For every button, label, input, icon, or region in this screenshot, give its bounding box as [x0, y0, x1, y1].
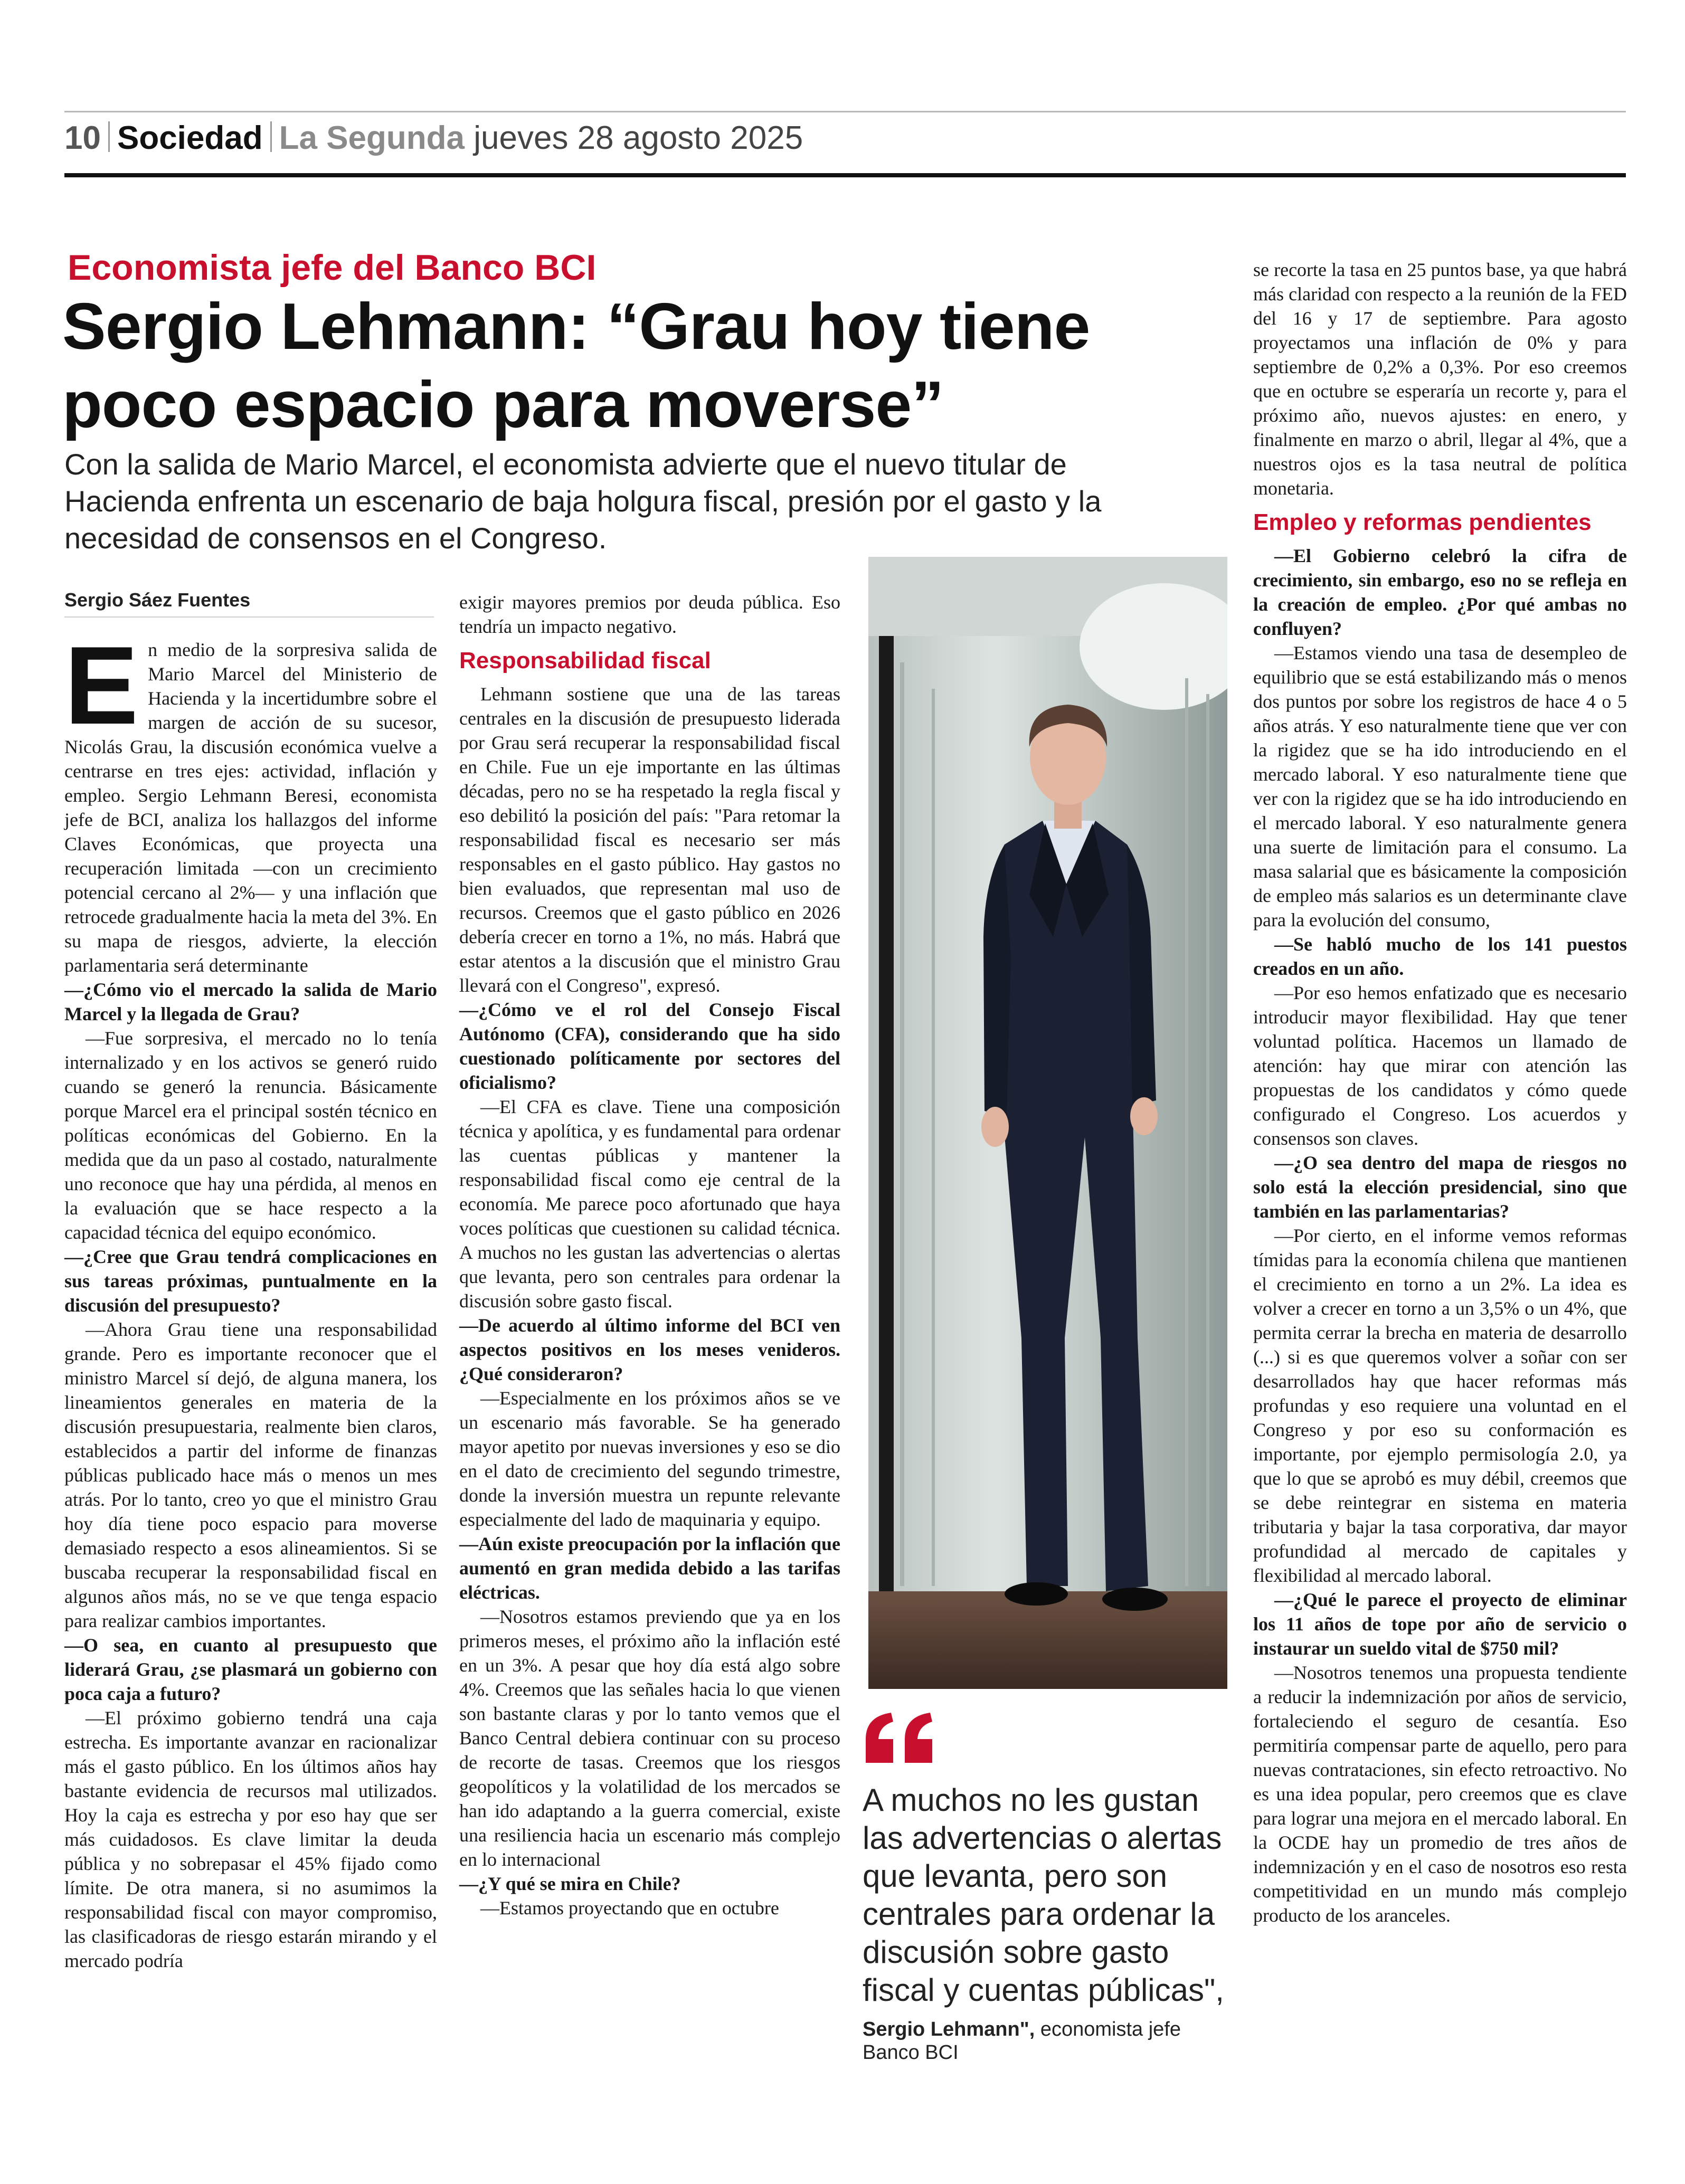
lead-paragraph [64, 623, 437, 977]
article-column-2 [459, 590, 840, 1920]
publication-name: La Segunda [279, 120, 465, 156]
page-header [64, 117, 803, 159]
article-dek: Con la salida de Mario Marcel, el economista advierte que el nuevo titular de Hacienda enfrenta un escenario de baja holgura fiscal, presión por el gasto y la necesidad de consensos en el Congreso. [64, 448, 1102, 555]
continued-paragraph: se recorte la tasa en 25 puntos base, ya que habrá más claridad con respecto a la reunión de la FED del 16 y 17 de septiembre. Para agosto proyectamos una inflación de 0% y para septiembre de 0,2% a 0,3%. Por eso creemos que en octubre se esperaría un recorte y, para el próximo año, nuevos ajustes: en enero, y finalmente en marzo o abril, llegar al 4%, que a nuestros ojos es la tasa neutral de política monetaria. [1253, 259, 1627, 499]
interview-answer: —Ahora Grau tiene una responsabilidad grande. Pero es importante reconocer que el ministro Marcel sí dejó, de alguna manera, los lineamientos generales en materia de la discusión presupuestaria, realmente bien claros, establecidos a partir del informe de finanzas públicas publicado hace más o menos un mes atrás. Por lo tanto, creo yo que el ministro Grau hoy día tiene poco espacio para moverse demasiado respecto a esos alineamientos. Si se buscaba recuperar la responsabilidad fiscal en algunos años más, no se ve que tenga espacio para realizar cambios importantes. [64, 1319, 437, 1631]
article-column-1 [64, 623, 437, 1973]
interview-question: —O sea, en cuanto al presupuesto que liderará Grau, ¿se plasmará un gobierno con poca caja a futuro? [64, 1635, 437, 1704]
interview-answer: —Por cierto, en el informe vemos reformas tímidas para la economía chilena que mantienen el crecimiento en torno a un 2%. La idea es volver a crecer en torno a un 3,5% o un 4%, que permita cerrar la brecha en materia de desarrollo (...) si es que queremos volver a soñar con ser desarrollados hay que hacer reformas más profundas y eso requiere una voluntad en el Congreso y por eso su conformación es importante, por ejemplo permisología 2.0, ya que lo que se aprobó es muy débil, creemos que se debe reintegrar en sistema en materia tributaria y bajar la tasa corporativa, dar mayor profundidad al mercado de capitales y flexibilidad al mercado laboral. [1253, 1225, 1627, 1586]
article-headline: Sergio Lehmann: “Grau hoy tiene poco espacio para moverse” [62, 290, 1090, 441]
portrait-photo [868, 557, 1227, 1689]
interview-answer: —Por eso hemos enfatizado que es necesario introducir mayor flexibilidad. Hay que tener voluntad política. Hacemos un llamado de atención: hay que mirar con atención las propuestas de los candidatos y cómo quede configurado el Congreso. Los acuerdos y consensos son claves. [1253, 982, 1627, 1149]
interview-question: —¿Cómo vio el mercado la salida de Mario Marcel y la llegada de Grau? [64, 979, 437, 1024]
interview-question: —¿Cree que Grau tendrá complicaciones en sus tareas próximas, puntualmente en la discusión del presupuesto? [64, 1246, 437, 1316]
interview-question: —Se habló mucho de los 141 puestos creados en un año. [1253, 934, 1627, 979]
interview-answer: —Nosotros estamos previendo que ya en los primeros meses, el próximo año la inflación esté en un 3%. A pesar que hoy día está algo sobre 4%. Creemos que las señales hacia lo que vienen son bastante claras y por lo tanto vemos que el Banco Central debiera continuar con su proceso de recorte de tasas. Creemos que los riesgos geopolíticos y la volatilidad de los mercados se han ido adaptando a la guerra comercial, existe una resiliencia hacia un escenario más complejo en lo internacional [459, 1606, 840, 1870]
interview-question: —¿Y qué se mira en Chile? [459, 1873, 681, 1894]
interview-question: —El Gobierno celebró la cifra de crecimiento, sin embargo, eso no se refleja en la creación de empleo. ¿Por qué ambas no confluyen? [1253, 545, 1627, 639]
pull-quote-name: Sergio Lehmann", [863, 2018, 1035, 2040]
interview-answer: —Fue sorpresiva, el mercado no lo tenía internalizado y en los activos se generó ruido cuando se generó la renuncia. Básicamente porque Marcel era el principal sostén técnico en políticas económicas del Gobierno. En la medida que da un paso al costado, naturalmente uno reconoce que hay una pérdida, al menos en la evaluación que se hace respecto a la capacidad técnica del equipo económico. [64, 1028, 437, 1243]
interview-question: —De acuerdo al último informe del BCI ven aspectos positivos en los meses venideros. ¿Qué consideraron? [459, 1315, 840, 1384]
section-name: Sociedad [117, 120, 263, 156]
pull-quote-attribution [863, 2018, 1232, 2064]
interview-answer: —El CFA es clave. Tiene una composición técnica y apolítica, y es fundamental para ordenar las cuentas públicas y mantener la responsabilidad fiscal como eje central de la economía. Me parece poco afortunado que haya voces políticas que cuestionen su calidad técnica. A muchos no les gustan las advertencias o alertas que levanta, pero son centrales para ordenar la discusión sobre gasto fiscal. [459, 1096, 840, 1312]
interview-question: —¿Cómo ve el rol del Consejo Fiscal Autónomo (CFA), considerando que ha sido cuestionado políticamente por sectores del oficialismo? [459, 999, 840, 1093]
header-divider [108, 121, 110, 152]
header-top-rule [64, 111, 1626, 112]
interview-question: —Aún existe preocupación por la inflación que aumentó en gran medida debido a las tarifas eléctricas. [459, 1533, 840, 1603]
publication-date: jueves 28 agosto 2025 [474, 120, 803, 156]
interview-answer: —Nosotros tenemos una propuesta tendiente a reducir la indemnización por años de servicio, fortaleciendo el seguro de cesantía. Eso permitiría compensar parte de aquello, pero para nuevas contrataciones, sin efecto retroactivo. No es una idea popular, pero creemos que es clave para lograr una mejora en el mercado laboral. En la OCDE hay un promedio de tres años de indemnización y en el caso de nosotros eso resta competitividad en un mundo más complejo producto de los aranceles. [1253, 1662, 1627, 1926]
header-bottom-rule [64, 173, 1626, 177]
article-column-4 [1253, 258, 1627, 1927]
pull-quote-role: economista jefe Banco BCI [863, 2018, 1181, 2064]
interview-answer: —Estamos proyectando que en octubre [480, 1897, 779, 1919]
pull-quote-text: A muchos no les gustan las advertencias o alertas que levanta, pero son centrales para ordenar la discusión sobre gasto fiscal y cuentas públicas", [863, 1782, 1224, 2008]
interview-answer: —Estamos viendo una tasa de desempleo de equilibrio que se está estabilizando más o menos dos puntos por sobre los registros de hace 4 o 5 años atrás. Y eso naturalmente tiene que ver con la rigidez que se ha ido introduciendo en el mercado laboral. Y eso naturalmente tiene que ver con la rigidez que se ha ido introduciendo en el mercado laboral. Y eso naturalmente genera una suerte de limitación para el consumo. La masa salarial que es básicamente la composición de empleo más salarios es un determinante clave para la evolución del consumo, [1253, 642, 1627, 930]
portrait-illustration [868, 557, 1227, 1689]
drop-cap: E [64, 623, 139, 747]
article-kicker: Economista jefe del Banco BCI [68, 248, 597, 288]
body-paragraph: Lehmann sostiene que una de las tareas centrales en la discusión de presupuesto liderada por Grau será recuperar la responsabilidad fiscal en Chile. Fue un eje importante en las últimas décadas, pero no se ha respetado la regla fiscal y eso debilitó la posición del país: "Para retomar la responsabilidad fiscal es necesario ser más responsables en el gasto público. Hay gastos no bien evaluados, que representan mal uso de recursos. Creemos que el gasto público en 2026 debería crecer en torno a 1%, no más. Habrá que estar atentos a la discusión que el ministro Grau llevará con el Congreso", expresó. [459, 683, 840, 996]
header-divider [270, 121, 272, 152]
opening-quote-icon [860, 1710, 940, 1768]
article-byline: Sergio Sáez Fuentes [64, 589, 251, 611]
page-number: 10 [64, 120, 101, 156]
interview-question: —¿O sea dentro del mapa de riesgos no solo está la elección presidencial, sino que también en las parlamentarias? [1253, 1152, 1627, 1222]
lead-text: n medio de la sorpresiva salida de Mario Marcel del Ministerio de Hacienda y la incertidumbre sobre el margen de acción de su sucesor, Nicolás Grau, la discusión económica vuelve a centrarse en tres ejes: actividad, inflación y empleo. Sergio Lehmann Beresi, economista jefe de BCI, analiza los hallazgos del informe Claves Económicas, que proyecta una recuperación limitada —con un crecimiento potencial cercano al 2%— y una inflación que retrocede gradualmente hacia la meta del 3%. En su mapa de riesgos, advierte, la elección parlamentaria será determinante [64, 639, 437, 976]
interview-question: —¿Qué le parece el proyecto de eliminar los 11 años de tope por año de servicio o instaurar un sueldo vital de $750 mil? [1253, 1589, 1627, 1659]
byline-rule [64, 616, 434, 618]
interview-answer: —Especialmente en los próximos años se ve un escenario más favorable. Se ha generado mayor apetito por nuevas inversiones y eso se dio en el dato de crecimiento del segundo trimestre, donde la inversión muestra un repunte relevante especialmente del lado de maquinaria y equipo. [459, 1388, 840, 1530]
continued-paragraph: exigir mayores premios por deuda pública. Eso tendría un impacto negativo. [459, 592, 840, 637]
subhead-empleo-reformas: Empleo y reformas pendientes [1253, 509, 1592, 535]
subhead-responsabilidad-fiscal: Responsabilidad fiscal [459, 648, 711, 673]
interview-answer: —El próximo gobierno tendrá una caja estrecha. Es importante avanzar en racionalizar más el gasto público. En los últimos años hay bastante evidencia de recursos mal utilizados. Hoy la caja es estrecha y por eso hay que ser más cuidadosos. Es clave limitar la deuda pública y no sobrepasar el 45% fijado como límite. De otra manera, si no asumimos la responsabilidad fiscal con mayor compromiso, las clasificadoras de riesgo estarán mirando y el mercado podría [64, 1707, 437, 1971]
